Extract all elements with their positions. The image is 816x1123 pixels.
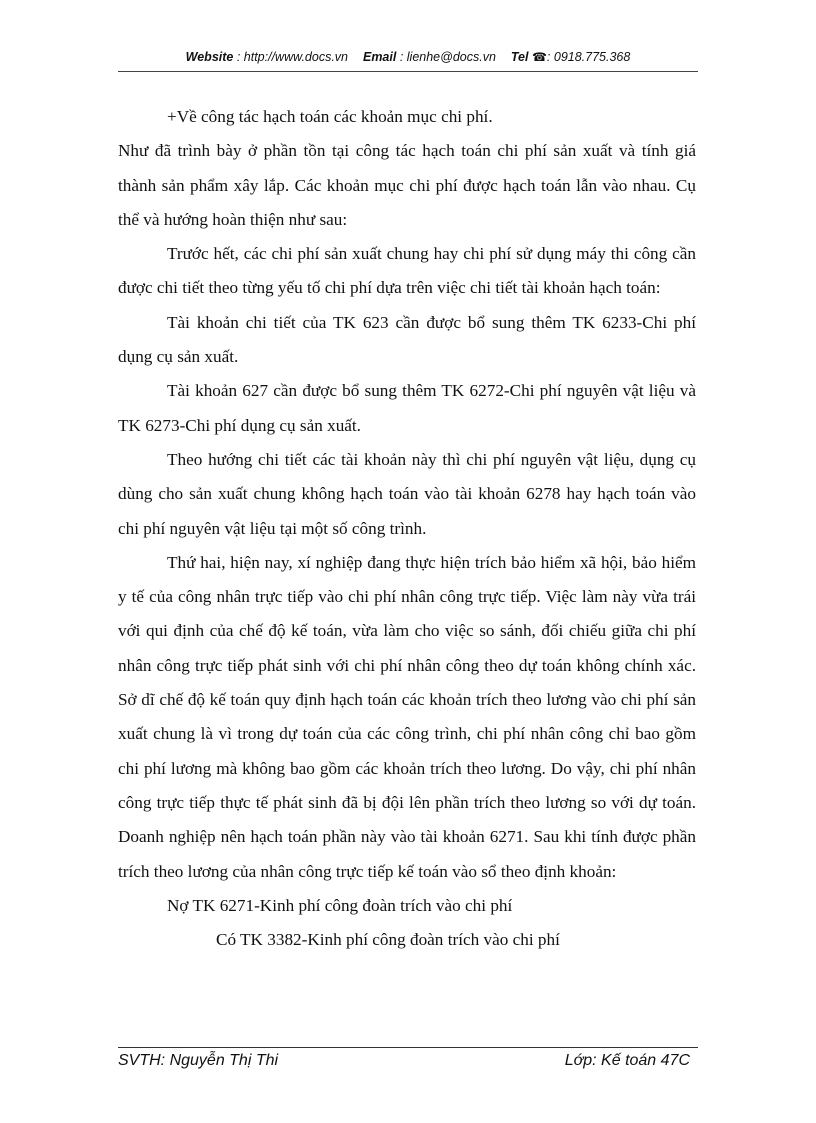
header-divider [118, 71, 698, 72]
paragraph: Tài khoản chi tiết của TK 623 cần được bổ sung thêm TK 6233-Chi phí dụng cụ sản xuất. [118, 312, 696, 367]
class-name: Lớp: Kế toán 47C [564, 1052, 690, 1069]
page-footer [118, 1052, 690, 1070]
paragraph: Tài khoản 627 cần được bổ sung thêm TK 6272-Chi phí nguyên vật liệu và TK 6273-Chi phí dụng cụ sản xuất. [118, 381, 696, 435]
document-body [118, 100, 696, 957]
tel-value: : 0918.775.368 [546, 50, 631, 64]
paragraph: Thứ hai, hiện nay, xí nghiệp đang thực hiện trích bảo hiểm xã hội, bảo hiểm y tế của công nhân trực tiếp vào chi phí nhân công trực tiếp. Việc làm này vừa trái với qui định của chế độ kế toán, vừa làm cho việc so sánh, đối chiếu giữa chi phí nhân công trực tiếp phát sinh với chi phí nhân công theo dự toán không chính xác. Sở dĩ chế độ kế toán quy định hạch toán các khoản trích theo lương vào chi phí sản xuất chung là vì trong dự toán của các công trình, chi phí nhân công chỉ bao gồm chi phí lương mà không bao gồm các khoản trích theo lương. Do vậy, chi phí nhân công trực tiếp thực tế phát sinh đã bị đội lên phần trích theo lương so với dự toán. Doanh nghiệp nên hạch toán phần này vào tài khoản 6271. Sau khi tính được phần trích theo lương của nhân công trực tiếp kế toán vào sổ theo định khoản: [118, 552, 696, 881]
email-value[interactable]: : lienhe@docs.vn [399, 50, 496, 64]
phone-icon: ☎ [531, 50, 547, 64]
website-label: Website [185, 50, 234, 64]
paragraph: Theo hướng chi tiết các tài khoản này thì chi phí nguyên vật liệu, dụng cụ dùng cho sản xuất chung không hạch toán vào tài khoản 6278 hay hạch toán vào chi phí nguyên vật liệu tại một số công trình. [118, 449, 696, 538]
website-value[interactable]: : http://www.docs.vn [236, 50, 349, 64]
page-header [118, 50, 698, 64]
tel-label: Tel [510, 50, 529, 64]
journal-entry-debit: Nợ TK 6271-Kinh phí công đoàn trích vào chi phí [167, 895, 513, 915]
paragraph: Trước hết, các chi phí sản xuất chung hay chi phí sử dụng máy thi công cần được chi tiết theo từng yếu tố chi phí dựa trên việc chi tiết tài khoản hạch toán: [118, 244, 696, 298]
student-name: SVTH: Nguyễn Thị Thi [118, 1052, 279, 1069]
email-label: Email [362, 50, 397, 64]
paragraph: Như đã trình bày ở phần tồn tại công tác hạch toán chi phí sản xuất và tính giá thành sản phẩm xây lắp. Các khoản mục chi phí được hạch toán lẫn vào nhau. Cụ thể và hướng hoàn thiện như sau: [118, 141, 696, 229]
footer-divider [118, 1047, 698, 1048]
paragraph: +Về công tác hạch toán các khoản mục chi phí. [167, 107, 493, 126]
journal-entry-credit: Có TK 3382-Kinh phí công đoàn trích vào chi phí [216, 930, 560, 950]
